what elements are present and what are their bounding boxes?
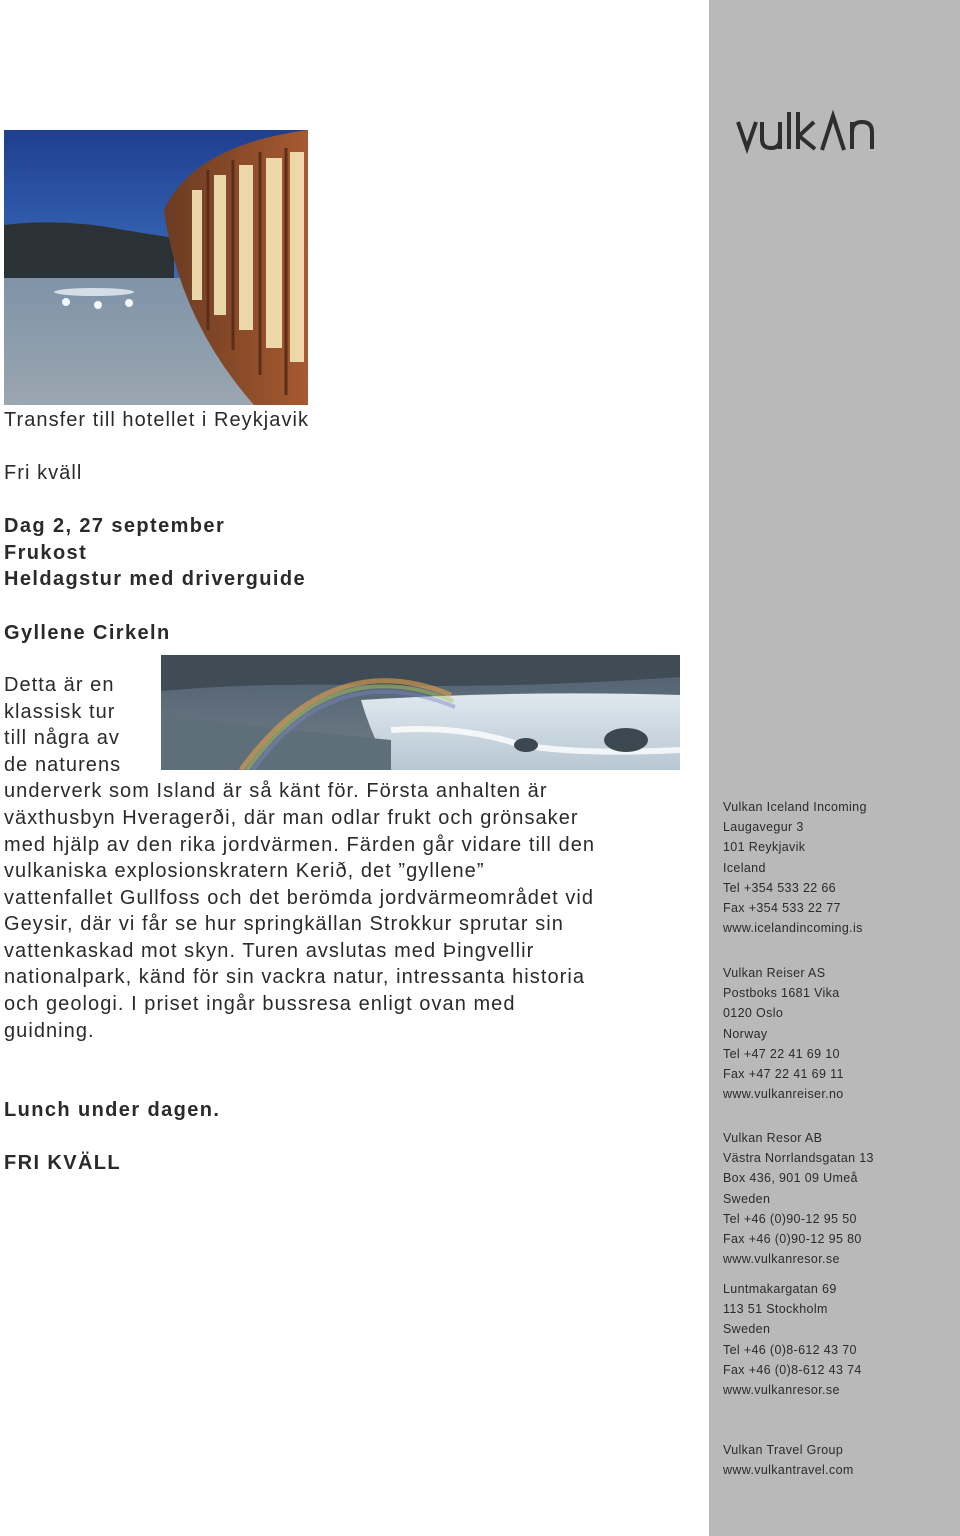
contact-city: 113 51 Stockholm (723, 1302, 828, 1317)
vulkan-logo (736, 108, 882, 160)
contact-iceland (723, 797, 867, 938)
contact-city: Box 436, 901 09 Umeå (723, 1171, 858, 1186)
contact-address: Luntmakargatan 69 (723, 1282, 837, 1296)
contact-address: Laugavegur 3 (723, 820, 804, 835)
contact-sweden-umea (723, 1128, 874, 1269)
contact-fax: Fax +46 (0)90-12 95 80 (723, 1232, 862, 1247)
contact-sweden-stockholm (723, 1279, 862, 1400)
free-evening-line: Fri kväll (4, 462, 83, 484)
contact-company: Vulkan Resor AB (723, 1131, 823, 1145)
contact-address: Västra Norrlandsgatan 13 (723, 1151, 874, 1166)
contact-phone: Tel +46 (0)90-12 95 50 (723, 1211, 857, 1226)
contact-country: Sweden (723, 1322, 771, 1337)
description-line: klassisk tur (4, 701, 116, 723)
contact-fax: Fax +354 533 22 77 (723, 901, 841, 916)
contact-city: 101 Reykjavik (723, 840, 806, 855)
contact-website: www.vulkanresor.se (723, 1252, 840, 1267)
contact-phone: Tel +47 22 41 69 10 (723, 1046, 840, 1061)
contact-company: Vulkan Reiser AS (723, 966, 826, 980)
contact-city: 0120 Oslo (723, 1006, 784, 1021)
lunch-line: Lunch under dagen. (4, 1099, 221, 1121)
contact-fax: Fax +46 (0)8-612 43 74 (723, 1362, 862, 1377)
description-line: växthusbyn Hveragerði, där man odlar frukt och grönsaker (4, 807, 579, 829)
contact-group (723, 1440, 854, 1480)
contact-phone: Tel +46 (0)8-612 43 70 (723, 1342, 857, 1357)
description-line: Detta är en (4, 674, 115, 696)
section-title: Gyllene Cirkeln (4, 622, 171, 644)
description-line: guidning. (4, 1020, 95, 1042)
tour-line: Heldagstur med driverguide (4, 568, 307, 590)
transfer-line: Transfer till hotellet i Reykjavik (4, 409, 310, 431)
contact-country: Sweden (723, 1191, 771, 1206)
description-line: nationalpark, känd för sin vackra natur, intressanta historia (4, 966, 585, 988)
contact-country: Iceland (723, 860, 766, 875)
breakfast-line: Frukost (4, 542, 88, 564)
description-line: Geysir, där vi får se hur springkällan Strokkur sprutar sin (4, 913, 564, 935)
contact-website: www.vulkanresor.se (723, 1383, 840, 1398)
description-line: de naturens (4, 754, 122, 776)
description-line: underverk som Island är så känt för. Första anhalten är (4, 780, 548, 802)
contact-company: Vulkan Iceland Incoming (723, 800, 867, 814)
lagoon-photo (4, 130, 308, 405)
contact-fax: Fax +47 22 41 69 11 (723, 1067, 844, 1082)
free-evening-caps: FRI KVÄLL (4, 1152, 122, 1174)
day-heading: Dag 2, 27 september (4, 515, 226, 537)
contact-website: www.vulkanreiser.no (723, 1087, 844, 1102)
description-line: vattenkaskad mot skyn. Turen avslutas med Þingvellir (4, 940, 535, 962)
contact-phone: Tel +354 533 22 66 (723, 880, 836, 895)
description-line: vulkaniska explosionskratern Kerið, det ”gyllene” (4, 860, 485, 882)
contact-website: www.vulkantravel.com (723, 1463, 854, 1478)
contact-country: Norway (723, 1026, 768, 1041)
waterfall-photo (161, 655, 680, 770)
contact-norway (723, 963, 844, 1104)
description-line: till några av (4, 727, 120, 749)
contact-company: Vulkan Travel Group (723, 1443, 844, 1457)
contact-website: www.icelandincoming.is (723, 921, 863, 936)
description-line: vattenfallet Gullfoss och det berömda jordvärmeområdet vid (4, 887, 595, 909)
contact-address: Postboks 1681 Vika (723, 986, 840, 1001)
description-line: och geologi. I priset ingår bussresa enligt ovan med (4, 993, 516, 1015)
description-line: med hjälp av den rika jordvärmen. Färden går vidare till den (4, 834, 596, 856)
